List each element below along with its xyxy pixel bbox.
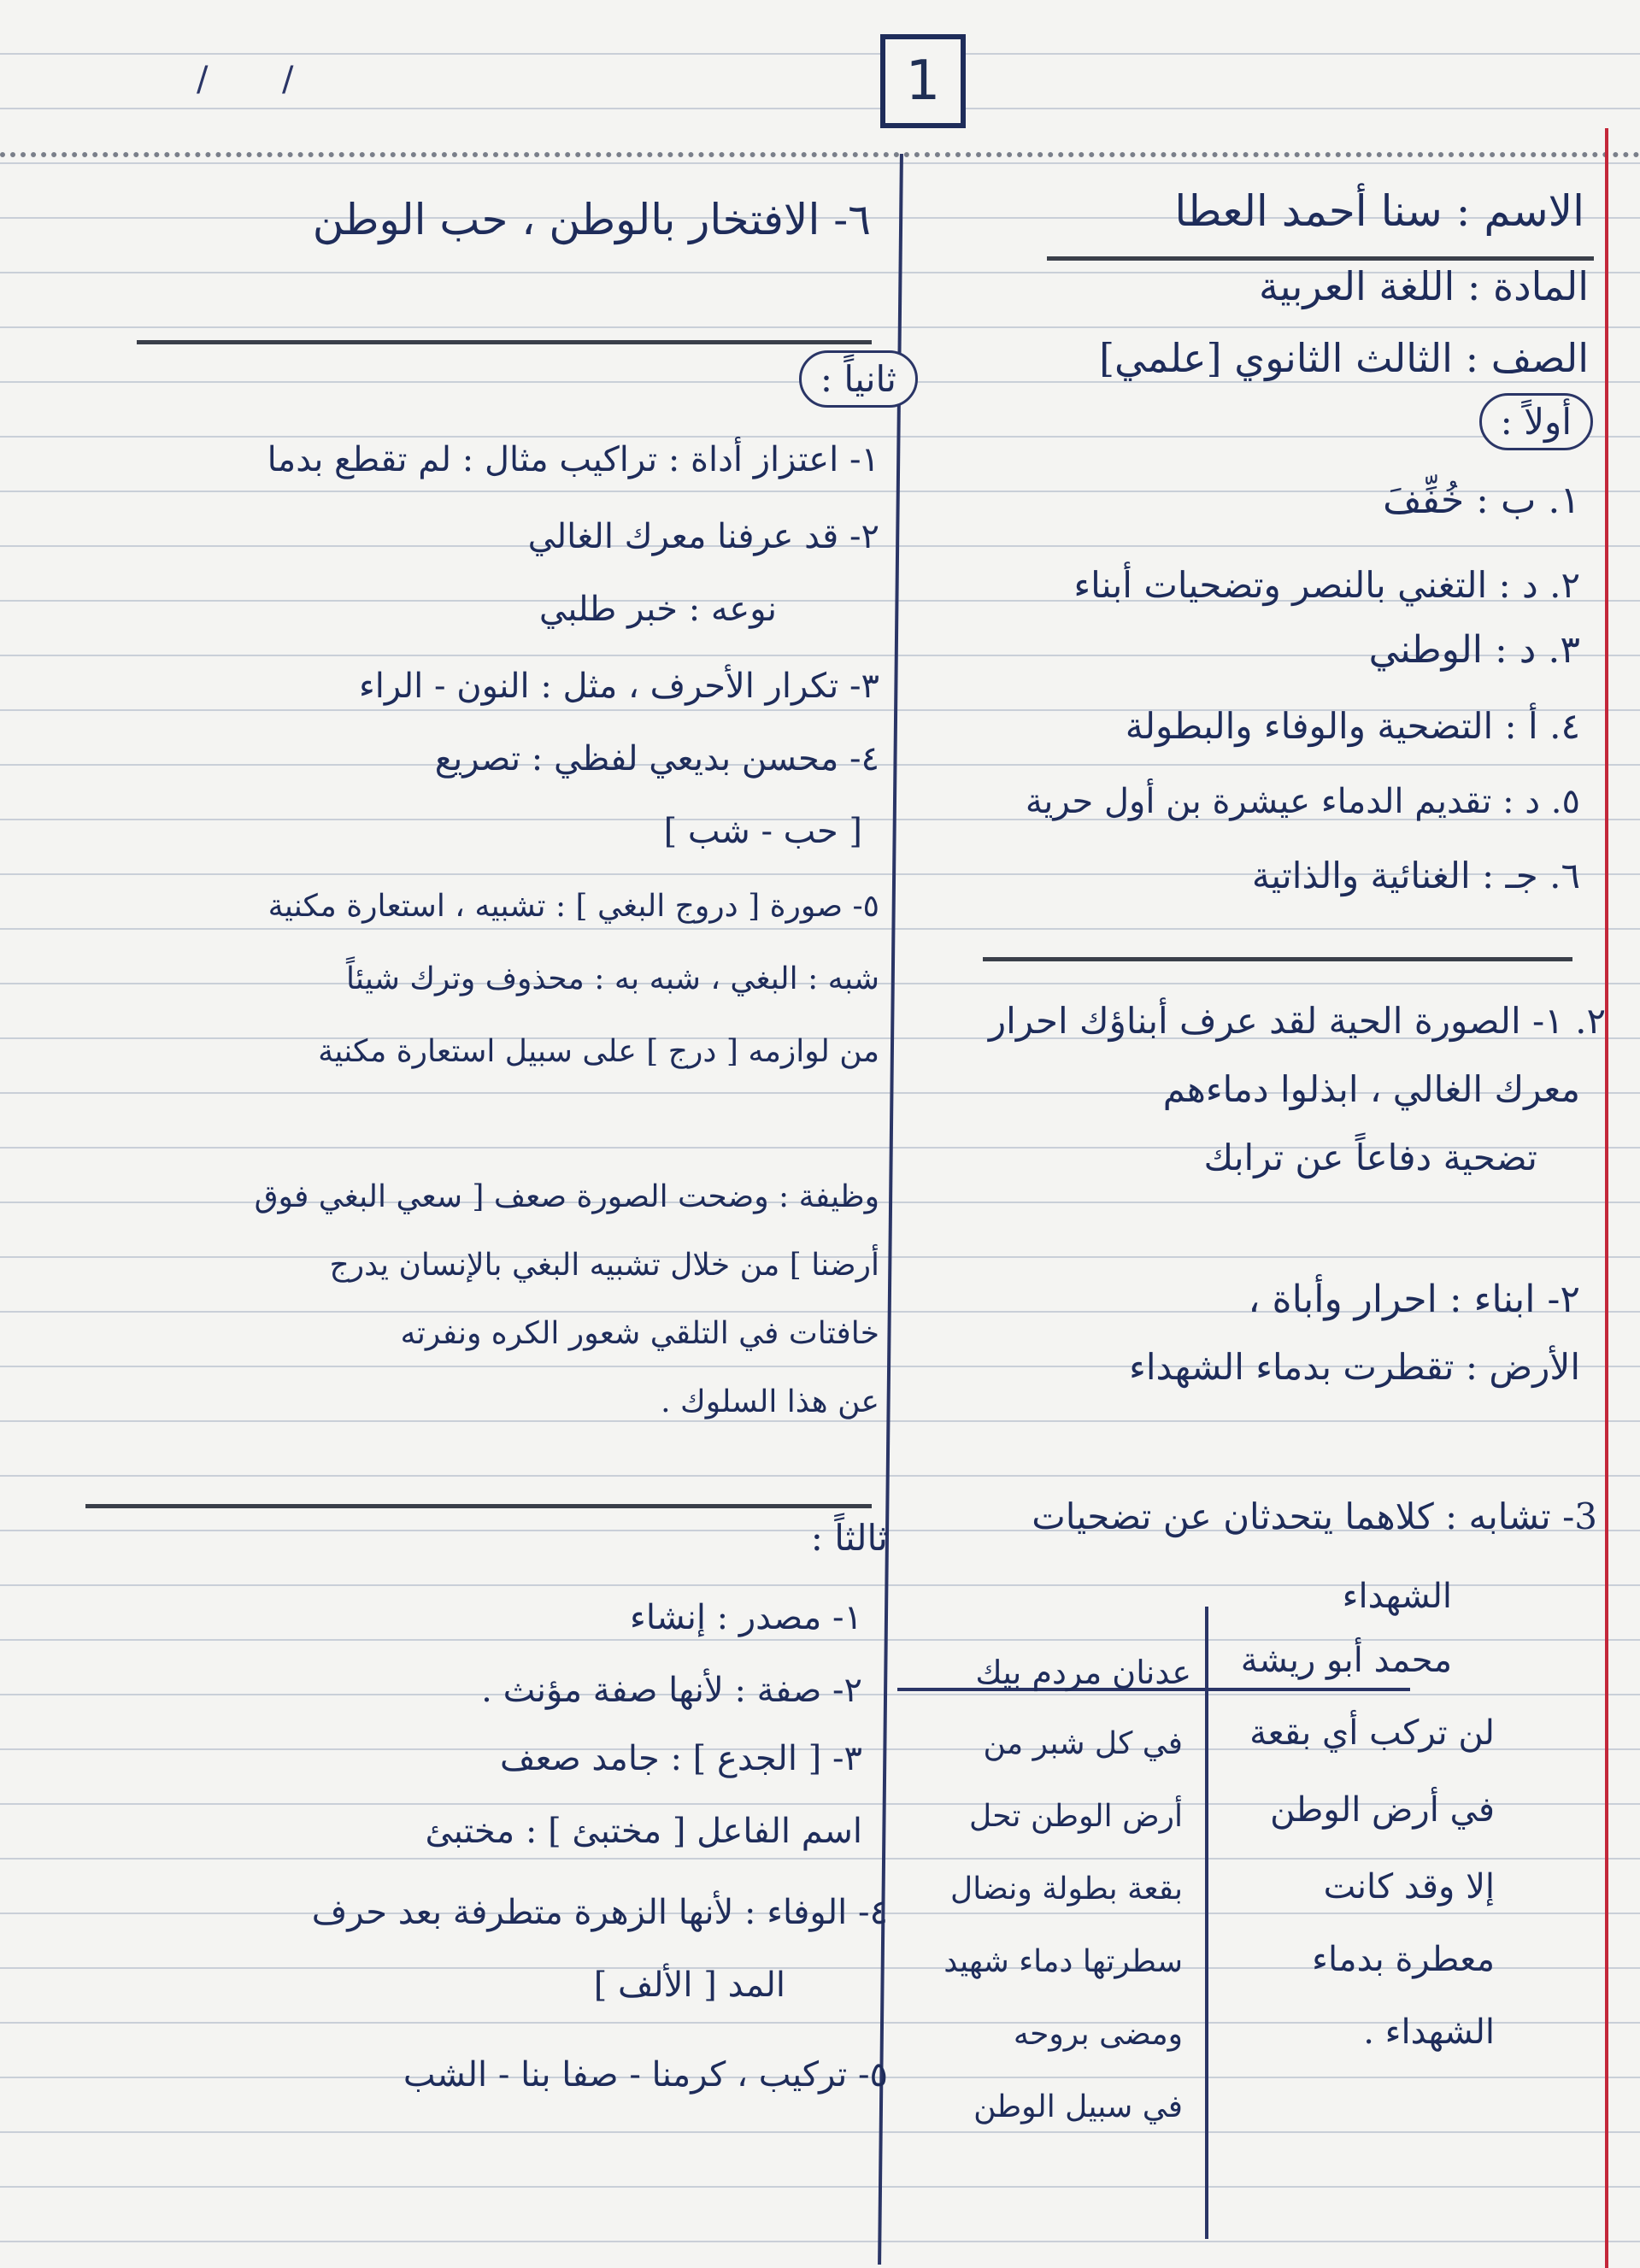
function-line: عن هذا السلوك .: [661, 1384, 879, 1419]
function-line: خافتات في التلقي شعور الكره ونفرته: [400, 1316, 879, 1351]
table-col2-header: عدنان مردم بيك: [975, 1654, 1191, 1691]
table-col1-line: الشهداء .: [1363, 2012, 1495, 2052]
page-number-box: [880, 34, 966, 128]
section3-item: ٥- تركيب ، كرمنا - صفا بنا - الشب: [403, 2055, 888, 2095]
answer-3: ٣. د : الوطني: [1368, 628, 1580, 672]
section2-item: ٤- محسن بديعي لفظي : تصريع: [434, 739, 879, 779]
red-margin-line: [1605, 128, 1608, 2268]
right-section-divider-1: [983, 957, 1572, 961]
left-section-divider: [85, 1504, 872, 1508]
tick-mark: /: [282, 60, 294, 99]
q2b-line-2: الأرض : تقطرت بدماء الشهداء: [1129, 1346, 1580, 1388]
answer-5: ٥. د : تقديم الدماء عيشرة بن أول حرية: [1025, 782, 1580, 821]
section3-item: ٢- صفة : لأنها صفة مؤنث .: [481, 1671, 862, 1710]
table-col2-line: في كل شبر من: [983, 1726, 1183, 1761]
section2-item: ١- اعتزاز أداة : تراكيب مثال : لم تقطع بدما: [267, 440, 879, 479]
table-col1-line: معطرة بدماء: [1312, 1940, 1495, 1979]
section3-label: ثالثاً :: [810, 1517, 888, 1559]
tick-mark: /: [197, 60, 209, 99]
q2-line-2: معرك الغالي ، ابذلوا دماءهم: [1162, 1068, 1580, 1110]
q2-line-3: تضحية دفاعاً عن ترابك: [1203, 1137, 1537, 1178]
section3-item: المد [ الألف ]: [593, 1965, 785, 2005]
left-title-underline: [137, 340, 872, 344]
section3-item: ٣- [ الجدع ] : جامد صعف: [500, 1739, 862, 1778]
function-line: وظيفة : وضحت الصورة صعف [ سعي البغي فوق: [254, 1179, 879, 1214]
column-divider: [878, 154, 903, 2265]
section1-label: أولاً :: [1479, 393, 1593, 450]
table-col2-line: في سبيل الوطن: [973, 2089, 1183, 2124]
q2-line-1: ٢. ١- الصورة الحية لقد عرف أبناؤك احرار: [988, 1000, 1606, 1042]
section2-item: ٥- صورة [ دروج البغي ] : تشبيه ، استعارة مكنية: [267, 889, 879, 924]
section2-item: [ حب - شب ]: [663, 812, 862, 851]
subject-line: المادة : اللغة العربية: [1259, 263, 1589, 309]
section3-item: ١- مصدر : إنشاء: [630, 1598, 862, 1637]
table-col1-line: إلا وقد كانت: [1323, 1867, 1495, 1907]
table-col1-line: في أرض الوطن: [1270, 1790, 1495, 1830]
top-dotted-divider: [0, 152, 1640, 157]
section2-item: ٣- تكرار الأحرف ، مثل : النون - الراء: [358, 667, 879, 706]
class-line: الصف : الثالث الثانوي [علمي]: [1099, 335, 1589, 381]
name-underline: [1047, 256, 1594, 261]
answer-6: ٦. جـ : الغنائية والذاتية: [1251, 855, 1580, 896]
name-line: الاسم : سنا أحمد العطا: [1174, 186, 1584, 236]
section2-item: نوعه : خبر طلبي: [538, 590, 777, 629]
q3-line-2: الشهداء: [1342, 1577, 1452, 1616]
section2-label: ثانياً :: [799, 350, 918, 408]
section3-item: ٤- الوفاء : لأنها الزهرة متطرفة بعد حرف: [311, 1893, 888, 1932]
table-col2-line: سطرتها دماء شهيد: [943, 1944, 1183, 1979]
q2b-line-1: ٢- ابناء : احرار وأباة ،: [1248, 1278, 1580, 1321]
table-col1-header: محمد أبو ريشة: [1240, 1641, 1452, 1680]
table-col2-line: ومضى بروحه: [1013, 2017, 1183, 2052]
table-column-divider: [1205, 1607, 1208, 2239]
section2-item: من لوازمه [ درج ] على سبيل استعارة مكنية: [318, 1034, 879, 1069]
answer-2: ٢. د : التغني بالنصر وتضحيات أبناء: [1073, 564, 1580, 606]
table-col2-line: بقعة بطولة ونضال: [950, 1871, 1183, 1907]
section2-item: ٢- قد عرفنا معرك الغالي: [527, 517, 879, 556]
answer-4: ٤. أ : التضحية والوفاء والبطولة: [1125, 705, 1580, 747]
page-number: 1: [905, 50, 941, 113]
left-title-line: ٦- الافتخار بالوطن ، حب الوطن: [312, 195, 871, 244]
q3-line: 3- تشابه : كلاهما يتحدثان عن تضحيات: [1032, 1495, 1597, 1537]
table-col2-line: أرض الوطن تحل: [969, 1799, 1183, 1834]
section2-item: شبه : البغي ، شبه به : محذوف وترك شيئاً: [346, 961, 879, 996]
function-line: أرضنا ] من خلال تشبيه البغي بالإنسان يدرج: [329, 1248, 879, 1283]
section3-item: اسم الفاعل [ مختبئ ] : مختبئ: [425, 1812, 862, 1851]
answer-1: ١. ب : خُفِّفَ: [1383, 479, 1580, 522]
table-col1-line: لن تركب أي بقعة: [1249, 1713, 1495, 1753]
